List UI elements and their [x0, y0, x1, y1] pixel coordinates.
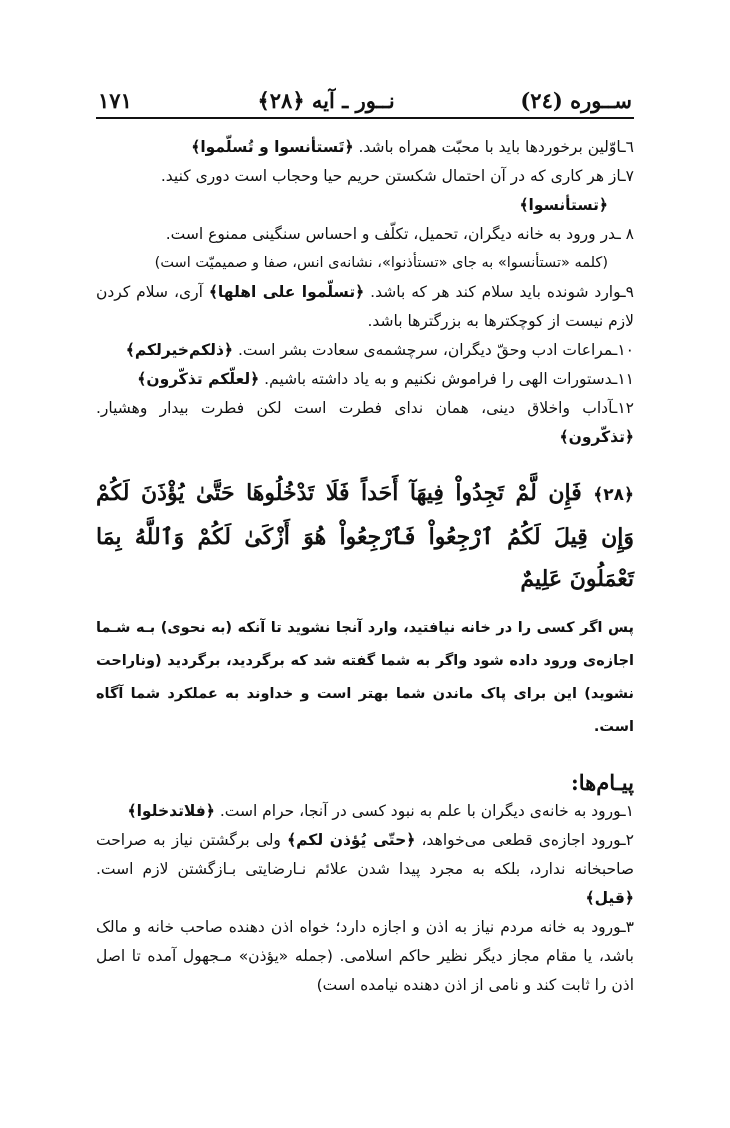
point-11: ١١ـدستورات الهى را فراموش نكنيم و به ياد داشته باشيم. ﴿لعلّكم تذكّرون﴾ [137, 370, 634, 388]
quote: ﴿تسلّموا على اهلها﴾ [208, 283, 365, 301]
point-note: (كلمه «تستأنسوا» به جاى «تستأذنوا»، نشانه‌ى انس، صفا و صميميّت است) [154, 255, 608, 271]
running-header [96, 88, 634, 119]
quote: ﴿لعلّكم تذكّرون﴾ [137, 370, 260, 388]
quote: ﴿حتّى يُؤذن لكم﴾ [287, 831, 416, 849]
quote: ﴿قيل﴾ [585, 889, 634, 907]
points-list-top [96, 133, 634, 452]
messages-heading: پيـام‌ها: [571, 770, 634, 795]
message-2: ٢ـورود اجازه‌ى قطعى مى‌خواهد، ﴿حتّى يُؤذن لكم﴾ ولى برگشتن نياز به صراحت صاحبخانه ندارد، بلكه به مجرد پيدا شدن علائم نـارضايتى بـازگشتن لازم است. ﴿قيل﴾ [96, 831, 634, 907]
point-9: ٩ـوارد شونده بايد سلام كند هر كه باشد. ﴿تسلّموا على اهلها﴾ آرى، سلام كردن لازم نيست از كوچكترها به بزرگترها باشد. [96, 283, 634, 330]
message-1: ١ـورود به خانه‌ى ديگران با علم به نبود كسى در آنجا، حرام است. ﴿فلاتدخلوا﴾ [127, 802, 634, 820]
message-3: ٣ـورود به خانه مردم نياز به اذن و اجازه دارد؛ خواه اذن دهنده صاحب خانه و مالک باشد، يا مقام مجاز ديگر نظير حاكم اسلامى. (جمله «يؤذن» مـجهول آمده تا اصل اذن را ثابت كند و نامى از اذن دهنده نيامده است) [96, 918, 634, 994]
quote: ﴿ذلكم‌خيرلكم﴾ [125, 341, 234, 359]
point-7: ٧ـاز هر كارى كه در آن احتمال شكستن حريم حيا وحجاب است دورى كنيد. ﴿تستأنسوا﴾ [96, 162, 634, 220]
quote: ﴿تَستأنسوا و تُسلّموا﴾ [191, 138, 354, 156]
point-6: ٦ـاوّلين برخوردها بايد با محبّت همراه باشد. ﴿تَستأنسوا و تُسلّموا﴾ [191, 138, 634, 156]
quote: ﴿تذكّرون﴾ [559, 428, 634, 446]
page-number: ١٧١ [98, 88, 132, 113]
verse-text: فَإِن لَّمْ تَجِدُواْ فِيهَآ أَحَداً فَلَا تَدْخُلُوهَا حَتَّىٰ يُؤْذَنَ لَكُمْ وَإِن قِيلَ لَكُمُ ٱرْجِعُواْ فَٱرْجِعُواْ هُوَ أَزْكَىٰ لَكُمْ وَٱللَّهُ بِمَا تَعْمَلُونَ عَلِيمٌ [96, 480, 634, 592]
quote: ﴿فلاتدخلوا﴾ [127, 802, 215, 820]
point-10: ١٠ـمراعات ادب وحقّ ديگران، سرچشمه‌ى سعادت بشر است. ﴿ذلكم‌خيرلكم﴾ [125, 341, 634, 359]
chapter-verse-title: نــور ـ آیه ﴿٢٨﴾ [257, 88, 395, 113]
quote: ﴿تستأنسوا﴾ [519, 196, 608, 214]
verse-number: ﴿٢٨﴾ [593, 485, 634, 505]
points-list-bottom [96, 797, 634, 1000]
point-8: ٨ ـدر ورود به خانه ديگران، تحميل، تكلّف و احساس سنگينى ممنوع است. (كلمه «تستأنسوا» به جاى «تستأذنوا»، نشانه‌ى انس، صفا و صميميّت است) [96, 220, 634, 278]
point-12: ١٢ـآداب واخلاق دينى، همان نداى فطرت است لكن فطرت بيدار وهشيار. ﴿تذكّرون﴾ [96, 399, 634, 446]
surah-label: ســوره (٢٤) [520, 88, 632, 113]
quran-verse [96, 472, 634, 600]
verse-translation: پس اگر كسى را در خانه نيافتيد، وارد آنجا نشويد تا آنكه (به نحوى) بـه شـما اجازه‌ى ورود داده شود واگر به شما گفته شد كه برگرديد، برگرديد (وناراحت نشويد) اين براى پاک ماندن شما بهتر است و خداوند به عملكرد شما آگاه است. [96, 620, 634, 735]
